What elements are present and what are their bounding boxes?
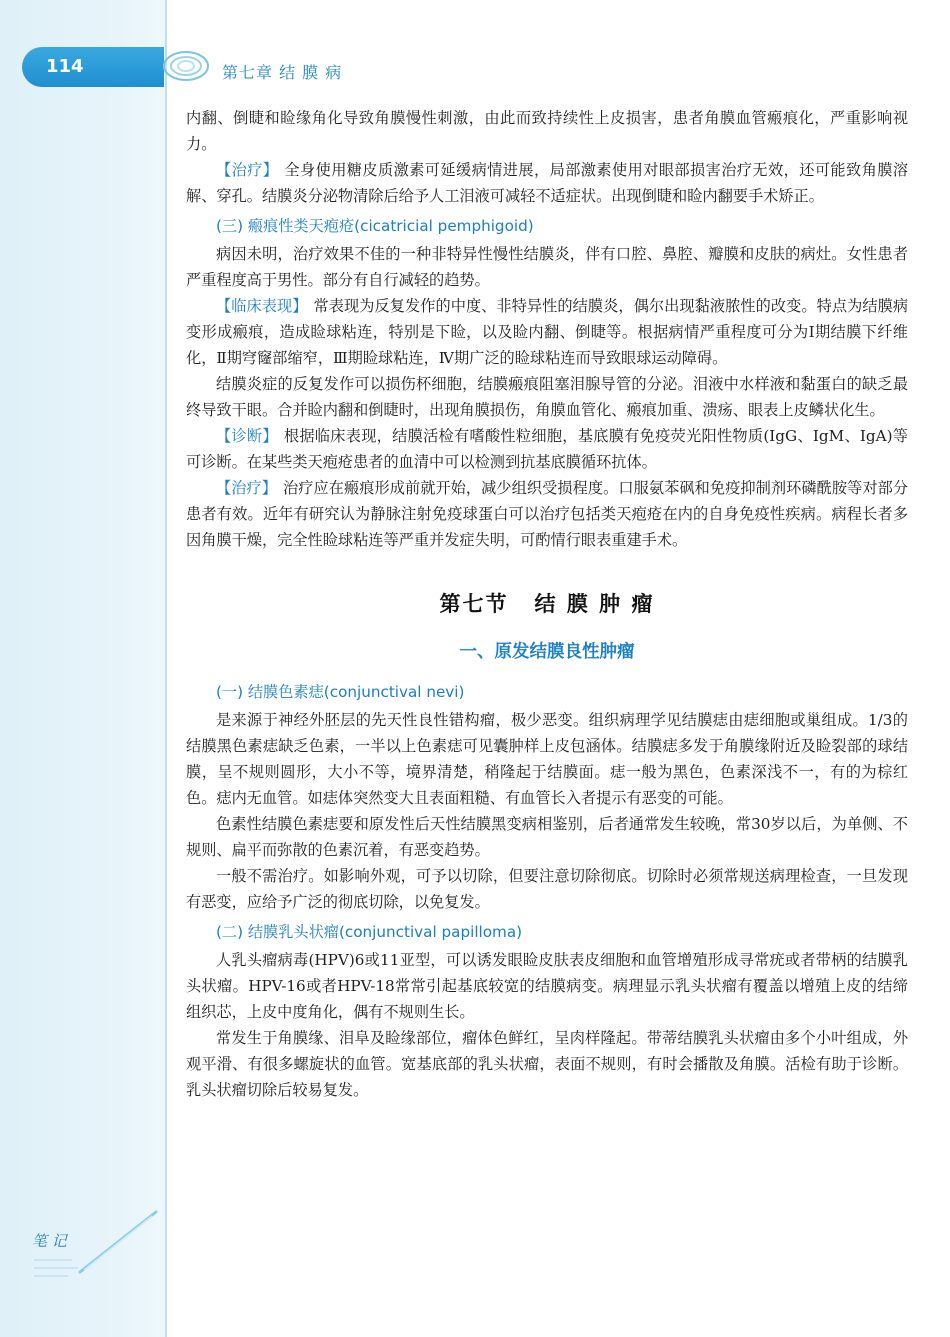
paragraph: 常发生于角膜缘、泪阜及睑缘部位，瘤体色鲜红，呈肉样隆起。带蒂结膜乳头状瘤由多个小叶组成，外观平滑、有很多螺旋状的血管。宽基底部的乳头状瘤，表面不规则，有时会播散及角膜。活检有助于诊断。乳头状瘤切除后较易复发。: [186, 1029, 908, 1099]
paragraph: 结膜炎症的反复发作可以损伤杯细胞，结膜瘢痕阻塞泪腺导管的分泌。泪液中水样液和黏蛋白的缺乏最终导致干眼。合并睑内翻和倒睫时，出现角膜损伤，角膜血管化、瘢痕加重、溃疡、眼表上皮鳞状化生。: [186, 375, 908, 419]
label-treatment: 【治疗】: [216, 161, 279, 179]
section-name: 结 膜 肿 瘤: [534, 592, 655, 616]
section-number: 第七节: [439, 592, 509, 616]
note-lines-icon: [32, 1254, 82, 1284]
paragraph-diagnosis: [186, 423, 908, 475]
heading-conjunctival-nevi: (一) 结膜色素痣(conjunctival nevi): [216, 683, 465, 701]
section-title: [186, 591, 908, 617]
paragraph: 一般不需治疗。如影响外观，可予以切除，但要注意切除彻底。切除时必须常规送病理检查，一旦发现有恶变，应给予广泛的彻底切除，以免复发。: [186, 867, 908, 911]
paragraph: 人乳头瘤病毒(HPV)6或11亚型，可以诱发眼睑皮肤表皮细胞和血管增殖形成寻常疣或者带柄的结膜乳头状瘤。HPV-16或者HPV-18常常引起基底较宽的结膜病变。病理显示乳头状瘤有覆盖以增殖上皮的结缔组织芯，上皮中度角化，偶有不规则生长。: [186, 951, 908, 1021]
paragraph: 色素性结膜色素痣要和原发性后天性结膜黑变病相鉴别，后者通常发生较晚，常30岁以后，为单侧、不规则、扁平而弥散的色素沉着，有恶变趋势。: [186, 815, 908, 859]
paragraph: 内翻、倒睫和睑缘角化导致角膜慢性刺激，由此而致持续性上皮损害，患者角膜血管瘢痕化，严重影响视力。: [186, 109, 908, 153]
notes-area: [32, 1224, 142, 1284]
notes-label: 笔 记: [32, 1232, 67, 1250]
chapter-title: 第七章 结 膜 病: [222, 63, 343, 82]
paragraph-text: 全身使用糖皮质激素可延缓病情进展，局部激素使用对眼部损害治疗无效，还可能致角膜溶解、穿孔。结膜炎分泌物清除后给予人工泪液可减轻不适症状。出现倒睫和睑内翻要手术矫正。: [186, 161, 909, 205]
chapter-swirl-icon: [160, 44, 216, 88]
pen-icon: [72, 1208, 162, 1278]
margin-divider: [165, 0, 167, 1337]
paragraph-text: 根据临床表现，结膜活检有嗜酸性粒细胞，基底膜有免疫荧光阳性物质(IgG、IgM、IgA)等可诊断。在某些类天疱疮患者的血清中可以检测到抗基底膜循环抗体。: [186, 427, 908, 471]
paragraph: 病因未明，治疗效果不佳的一种非特异性慢性结膜炎，伴有口腔、鼻腔、瓣膜和皮肤的病灶。女性患者严重程度高于男性。部分有自行减轻的趋势。: [186, 245, 908, 289]
page-body: [186, 105, 908, 1103]
paragraph-clinical: [186, 293, 908, 371]
label-diagnosis: 【诊断】: [216, 427, 278, 445]
paragraph-text: 常表现为反复发作的中度、非特异性的结膜炎，偶尔出现黏液脓性的改变。特点为结膜病变形成瘢痕，造成睑球粘连，特别是下睑，以及睑内翻、倒睫等。根据病情严重程度可分为Ⅰ期结膜下纤维化，Ⅱ期穹窿部缩窄，Ⅲ期睑球粘连，Ⅳ期广泛的睑球粘连而导致眼球运动障碍。: [186, 297, 909, 367]
sub-section-title: 一、原发结膜良性肿瘤: [459, 642, 635, 662]
label-treatment: 【治疗】: [216, 479, 277, 497]
heading-cicatricial-pemphigoid: (三) 瘢痕性类天疱疮(cicatricial pemphigoid): [216, 217, 534, 235]
paragraph-treatment: [186, 157, 908, 209]
notes-margin: [0, 0, 165, 1337]
heading-conjunctival-papilloma: (二) 结膜乳头状瘤(conjunctival papilloma): [216, 923, 523, 941]
paragraph-text: 治疗应在瘢痕形成前就开始，减少组织受损程度。口服氨苯砜和免疫抑制剂环磷酰胺等对部分患者有效。近年有研究认为静脉注射免疫球蛋白可以治疗包括类天疱疮在内的自身免疫性疾病。病程长者多因角膜干燥，完全性睑球粘连等严重并发症失明，可酌情行眼表重建手术。: [186, 479, 909, 549]
label-clinical: 【临床表现】: [216, 297, 308, 315]
page-number: 114: [46, 56, 84, 77]
paragraph-treatment: [186, 475, 908, 553]
paragraph: 是来源于神经外胚层的先天性良性错构瘤，极少恶变。组织病理学见结膜痣由痣细胞或巢组成。1/3的结膜黑色素痣缺乏色素，一半以上色素痣可见囊肿样上皮包涵体。结膜痣多发于角膜缘附近及睑裂部的球结膜，呈不规则圆形，大小不等，境界清楚，稍隆起于结膜面。痣一般为黑色，色素深浅不一，有的为棕红色。痣内无血管。如痣体突然变大且表面粗糙、有血管长入者提示有恶变的可能。: [186, 711, 908, 807]
page-number-tab: [22, 47, 164, 87]
